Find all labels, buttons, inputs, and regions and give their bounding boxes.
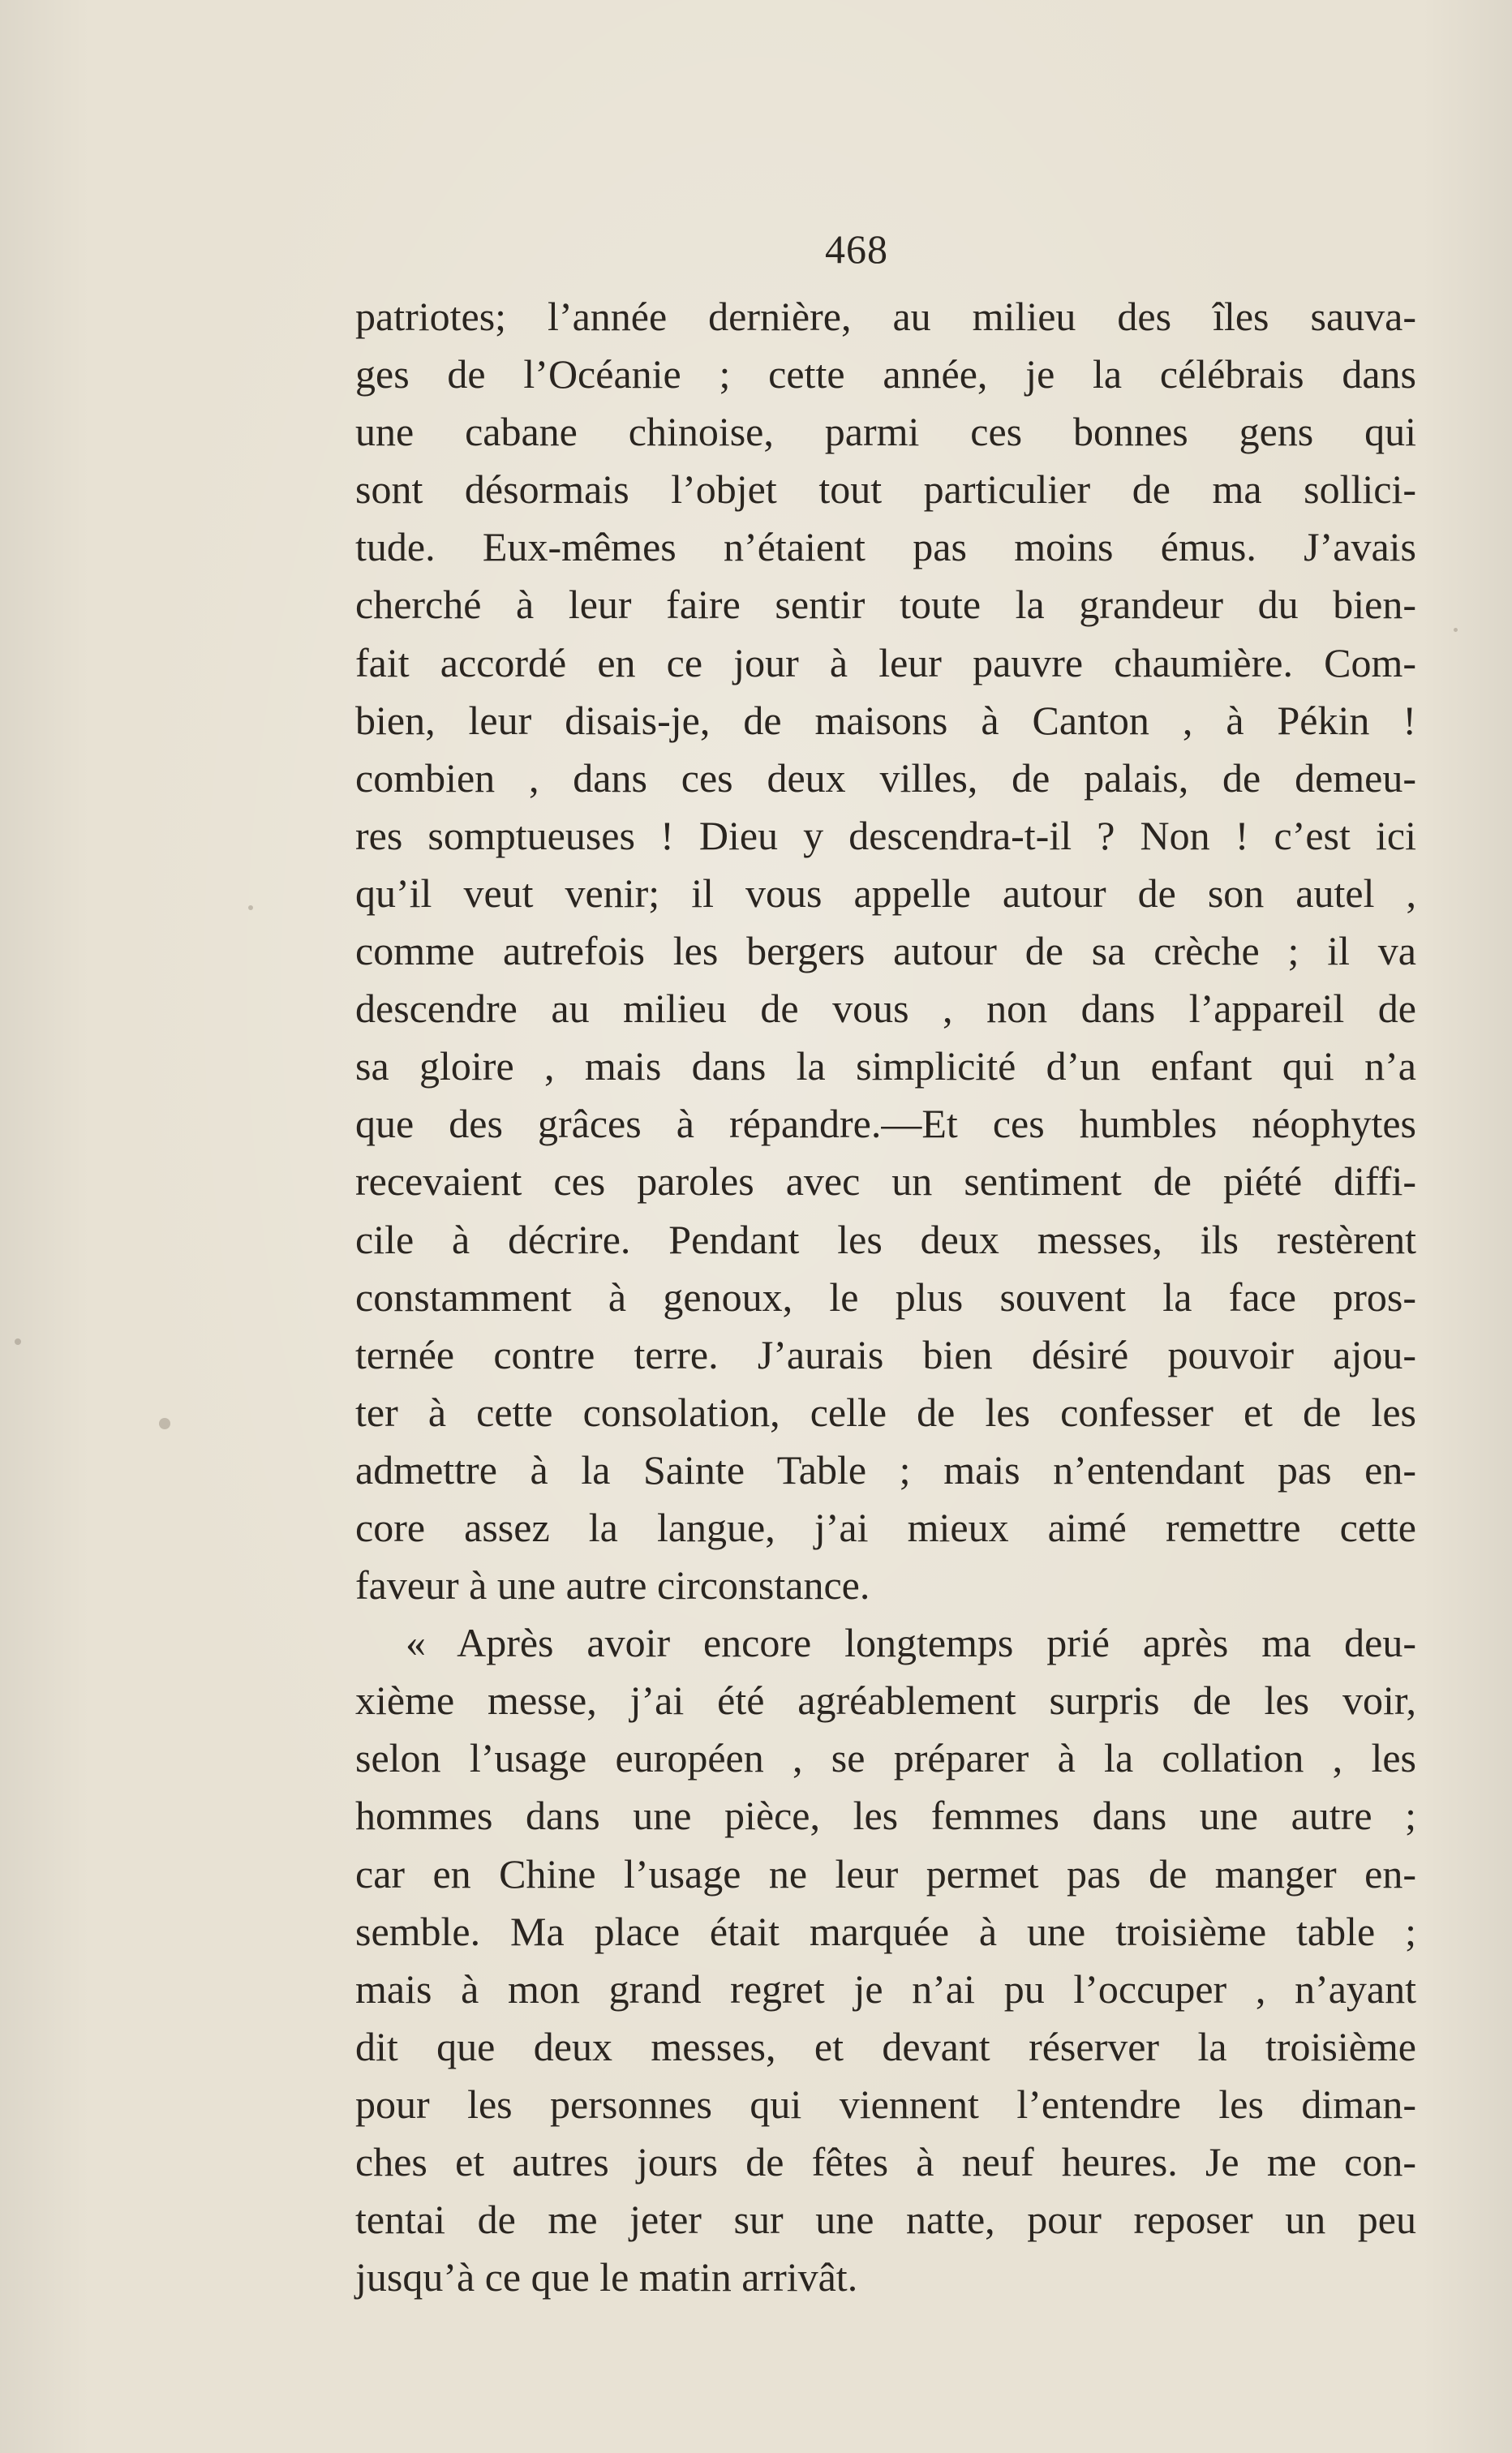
text-line: selon l’usage européen , se préparer à la collation , les [355,1735,1416,1781]
text-line: dit que deux messes, et devant réserver la troisième [355,2023,1416,2069]
text-line: constamment à genoux, le plus souvent la face pros- [355,1274,1416,1320]
text-line: core assez la langue, j’ai mieux aimé remettre cette [355,1504,1416,1550]
text-line: xième messe, j’ai été agréablement surpris de les voir, [355,1678,1416,1724]
text-line: faveur à une autre circonstance. [355,1562,870,1609]
text-line: res somptueuses ! Dieu y descendra-t-il ? Non ! c’est ici [355,812,1416,858]
text-line: descendre au milieu de vous , non dans l’appareil de [355,986,1416,1032]
text-line: tude. Eux-mêmes n’étaient pas moins émus. J’avais [355,524,1416,570]
paper-speck [248,905,253,910]
text-line: « Après avoir encore longtemps prié après ma deu- [406,1620,1416,1666]
paper-speck [15,1338,21,1345]
text-line: ches et autres jours de fêtes à neuf heures. Je me con- [355,2139,1416,2185]
text-line: pour les personnes qui viennent l’entendre les diman- [355,2081,1416,2127]
text-line: ges de l’Océanie ; cette année, je la célébrais dans [355,351,1416,397]
text-line: tentai de me jeter sur une natte, pour reposer un peu [355,2197,1416,2243]
paper-speck [1454,628,1458,632]
body-text [355,288,1416,2306]
text-line: ternée contre terre. J’aurais bien désiré pouvoir ajou- [355,1331,1416,1377]
text-line: jusqu’à ce que le matin arrivât. [355,2254,858,2300]
text-line: recevaient ces paroles avec un sentiment de piété diffi- [355,1158,1416,1205]
text-line: mais à mon grand regret je n’ai pu l’occuper , n’ayant [355,1965,1416,2012]
text-line: comme autrefois les bergers autour de sa crèche ; il va [355,928,1416,974]
paper-speck [159,1418,170,1429]
text-line: admettre à la Sainte Table ; mais n’entendant pas en- [355,1446,1416,1493]
text-line: hommes dans une pièce, les femmes dans une autre ; [355,1793,1416,1839]
text-line: ter à cette consolation, celle de les confesser et de les [355,1389,1416,1435]
text-line: combien , dans ces deux villes, de palais, de demeu- [355,754,1416,801]
text-line: sont désormais l’objet tout particulier de ma sollici- [355,466,1416,513]
text-line: qu’il veut venir; il vous appelle autour de son autel , [355,870,1416,916]
page-number: 468 [825,226,888,272]
text-line: bien, leur disais-je, de maisons à Canton , à Pékin ! [355,697,1416,743]
text-line: cile à décrire. Pendant les deux messes, ils restèrent [355,1216,1416,1262]
text-line: cherché à leur faire sentir toute la grandeur du bien- [355,582,1416,628]
text-line: une cabane chinoise, parmi ces bonnes gens qui [355,409,1416,455]
text-line: fait accordé en ce jour à leur pauvre chaumière. Com- [355,639,1416,685]
text-line: sa gloire , mais dans la simplicité d’un enfant qui n’a [355,1043,1416,1089]
text-line: car en Chine l’usage ne leur permet pas de manger en- [355,1850,1416,1897]
text-line: semble. Ma place était marquée à une troisième table ; [355,1908,1416,1954]
text-line: que des grâces à répandre.—Et ces humbles néophytes [355,1101,1416,1147]
text-line: patriotes; l’année dernière, au milieu des îles sauva- [355,294,1416,339]
